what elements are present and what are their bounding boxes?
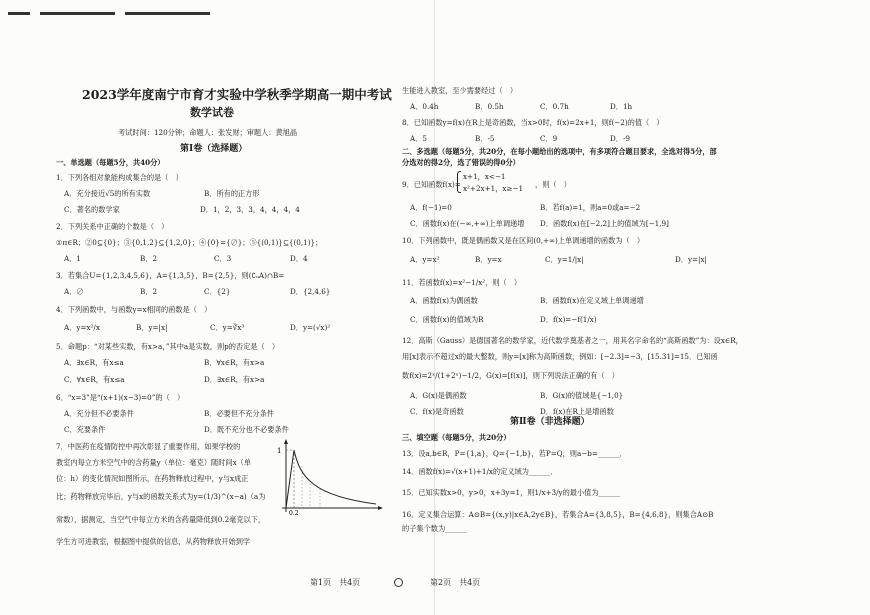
q7-line-2: 教室内每立方米空气中的含药量y（单位：毫克）随时间x（单 [56,458,251,467]
q12-option-b: B．G(x)的值域是{−1,0} [540,391,624,400]
q11-option-c: C．函数f(x)的值域为R [410,315,484,324]
q3-option-d: D．{2,4,6} [290,287,331,296]
volume-2-heading: 第Ⅱ卷（非选择题） [510,417,590,427]
q15: 15．已知实数x>0，y>0，x+3y=1，则1/x+3/y的最小值为______ [402,488,621,497]
q8-option-c: C．9 [540,134,558,143]
q12-option-a: A．G(x)是偶函数 [410,391,467,400]
q10-option-b: B．y=x [475,255,502,264]
graph-x-tick: 0.2 [289,510,299,516]
q2-items: ①π∈R；②0⊆{0}；③{0,1,2}⊆{1,2,0}；④{0}={∅}；⑤{(0,1)}⊆{(0,1)}； [56,238,323,247]
q9-option-d: D．函数f(x)在[−2,2]上的值域为[−1,9] [540,219,669,228]
q7-drug-concentration-graph [272,436,384,516]
volume-1-heading: 第Ⅰ卷（选择题） [180,144,248,154]
q13: 13．设a,b∈R，P={1,a}，Q={−1,b}，若P=Q，则a−b=______． [402,449,627,458]
q4-option-c: C．y=∛x³ [210,323,245,332]
q6-option-c: C．充要条件 [64,425,106,434]
q7-line-6: 学生方可进教室，根据图中提供的信息，从药物释放开始到学 [56,537,251,546]
section-2-heading-line-2: 分选对的得2分，选了错误的得0分） [402,158,520,167]
graph-x-arrow [378,506,383,510]
q16-line-2: 的子集个数为______ [402,524,467,533]
graph-y-tick: 1 [277,447,282,455]
q7-line-5: 常数），据测定，当空气中每立方米的含药量降低到0.2毫克以下， [56,515,266,524]
q4-option-a: A．y=x²/x [64,323,100,332]
q12-line-1: 12．高斯（Gauss）是德国著名的数学家，近代数学奠基者之一，用其名字命名的“高斯函数”为：设x∈R， [402,336,743,345]
q9-stem: 9．已知函数f(x)= [402,180,461,189]
q3-option-a: A．∅ [64,287,84,296]
q12-option-d: D．f(x)在R上是增函数 [540,407,614,416]
q6-option-a: A．充分但不必要条件 [64,409,134,418]
q8-option-a: A．5 [410,134,427,143]
q10-stem: 10．下列函数中，既是偶函数又是在区间(0,+∞)上单调递增的函数为（ ） [402,236,645,245]
q2-stem: 2．下列关系中正确的个数是（ ） [56,222,169,231]
q8-option-d: D．-9 [610,134,630,143]
page-2-footer: 第2页 共4页 [430,578,481,587]
q7-option-a: A．0.4h [410,102,439,111]
q2-option-d: D．4 [290,254,308,263]
q2-option-a: A．1 [64,254,81,263]
q7-option-c: C．0.7h [540,102,569,111]
q8-stem: 8．已知函数y=f(x)在R上是奇函数，当x>0时，f(x)=2x+1，则f(−2)的值（ ） [402,118,664,127]
q11-stem: 11．若函数f(x)=x²−1/x²，则（ ） [402,278,522,287]
q11-option-b: B．函数f(x)在定义域上单调递增 [540,296,644,305]
q9-piecewise-brace [457,171,461,193]
q5-option-a: A．∃x∈R，有x≤a [64,358,124,367]
q10-option-d: D．y=|x| [675,255,707,264]
exam-meta: 考试时间：120分钟；命题人：张发财；审题人：黄旭晶 [118,128,298,137]
q5-option-b: B．∀x∈R，有x>a [204,358,265,367]
q3-option-b: B．2 [140,287,158,296]
q6-stem: 6．“x=3”是“(x+1)(x−3)=0”的（ ） [56,393,185,402]
q5-stem: 5．命题p：“对某些实数，有x>a，”其中a是实数，则p的否定是（ ） [56,342,280,351]
q4-option-d: D．y=(√x)² [290,323,331,332]
exam-title: 2023学年度南宁市育才实验中学秋季学期高一期中考试 [82,87,392,102]
q1-stem: 1．下列各组对象能构成集合的是（ ） [56,173,183,182]
q9-option-b: B．若f(a)=1，则a=0或a=−2 [540,203,641,212]
section-3-heading: 三、填空题（每题5分，共20分） [402,433,511,442]
q2-option-b: B．2 [140,254,158,263]
q6-option-b: B．必要但不充分条件 [204,409,274,418]
q1-option-d: D．1，2，3，3，4，4，4，4 [200,205,300,214]
graph-decay-curve [294,450,376,504]
section-1-heading: 一、单选题（每题5分，共40分） [56,158,165,167]
q7-continued: 生能进入教室，至少需要经过（ ） [402,86,518,95]
q5-option-d: D．∃x∈R，有x>a [204,375,265,384]
q9-stem-end: ，则（ ） [535,180,571,189]
q12-line-2: 用[x]表示不超过x的最大整数，则y=[x]称为高斯函数，例如：[−2.3]=−3，[15.31]=15．已知函 [402,352,718,361]
binding-hole-mark [394,578,403,587]
q9-case-2: x²+2x+1，x≥−1 [463,184,524,193]
q9-option-a: A．f(−1)=0 [410,203,452,212]
q1-option-a: A．充分接近√5的所有实数 [64,189,151,198]
q4-option-b: B．y=|x| [136,323,168,332]
q9-case-1: x+1，x<−1 [463,172,506,181]
q9-option-c: C．函数f(x)在(−∞,+∞)上单调递增 [410,219,525,228]
q6-option-d: D．既不充分也不必要条件 [204,425,289,434]
graph-y-arrow [284,439,288,444]
exam-subtitle: 数学试卷 [190,106,234,119]
q7-line-4: 比；药物释放完毕后，y与x的函数关系式为y=(1/3)^(x−a)（a为 [56,492,266,501]
q16-line-1: 16．定义集合运算：A⊙B={(x,y)|x∈A,2y∈B}，若集合A={3,8,5}，B={4,6,8}，则集合A⊙B [402,510,714,519]
q12-line-3: 数f(x)=2ˣ/(1+2ˣ)−1/2，G(x)=[f(x)]，则下列说法正确的有（ ） [402,371,619,380]
q7-option-d: D．1h [610,102,633,111]
q10-option-a: A．y=x² [410,255,440,264]
graph-rise-segment [286,450,294,508]
section-2-heading-line-1: 二、多选题（每题5分，共20分，在每小题给出的选项中，有多项符合题目要求，全选对得5分，部 [402,147,717,156]
q1-option-b: B．所有的正方形 [204,189,260,198]
q1-option-c: C．著名的数学家 [64,205,120,214]
q10-option-c: C．y=1/|x| [545,255,584,264]
q11-option-a: A．函数f(x)为偶函数 [410,296,478,305]
q11-option-d: D．f(x)=−f(1/x) [540,315,597,324]
q3-stem: 3．若集合U={1,2,3,4,5,6}，A={1,3,5}，B={2,5}，则(∁ᵤA)∩B= [56,271,285,280]
q14: 14．函数f(x)=√(x+1)+1/x的定义域为______． [402,467,558,476]
q7-line-1: 7．中医药在疫情防控中再次彰显了重要作用，如果学校的 [56,442,241,451]
q5-option-c: C．∀x∈R，有x≤a [64,375,125,384]
page-2 [402,0,870,615]
page-1-footer: 第1页 共4页 [310,578,361,587]
q2-option-c: C．3 [214,254,232,263]
q4-stem: 4．下列函数中，与函数y=x相同的函数是（ ） [56,305,212,314]
q12-option-c: C．f(x)是奇函数 [410,407,464,416]
q7-line-3: 位：h）的变化情况如图所示，在药物释放过程中，y与x成正 [56,474,249,483]
q7-option-b: B．0.5h [475,102,504,111]
q3-option-c: C．{2} [204,287,231,296]
q8-option-b: B．-5 [475,134,495,143]
